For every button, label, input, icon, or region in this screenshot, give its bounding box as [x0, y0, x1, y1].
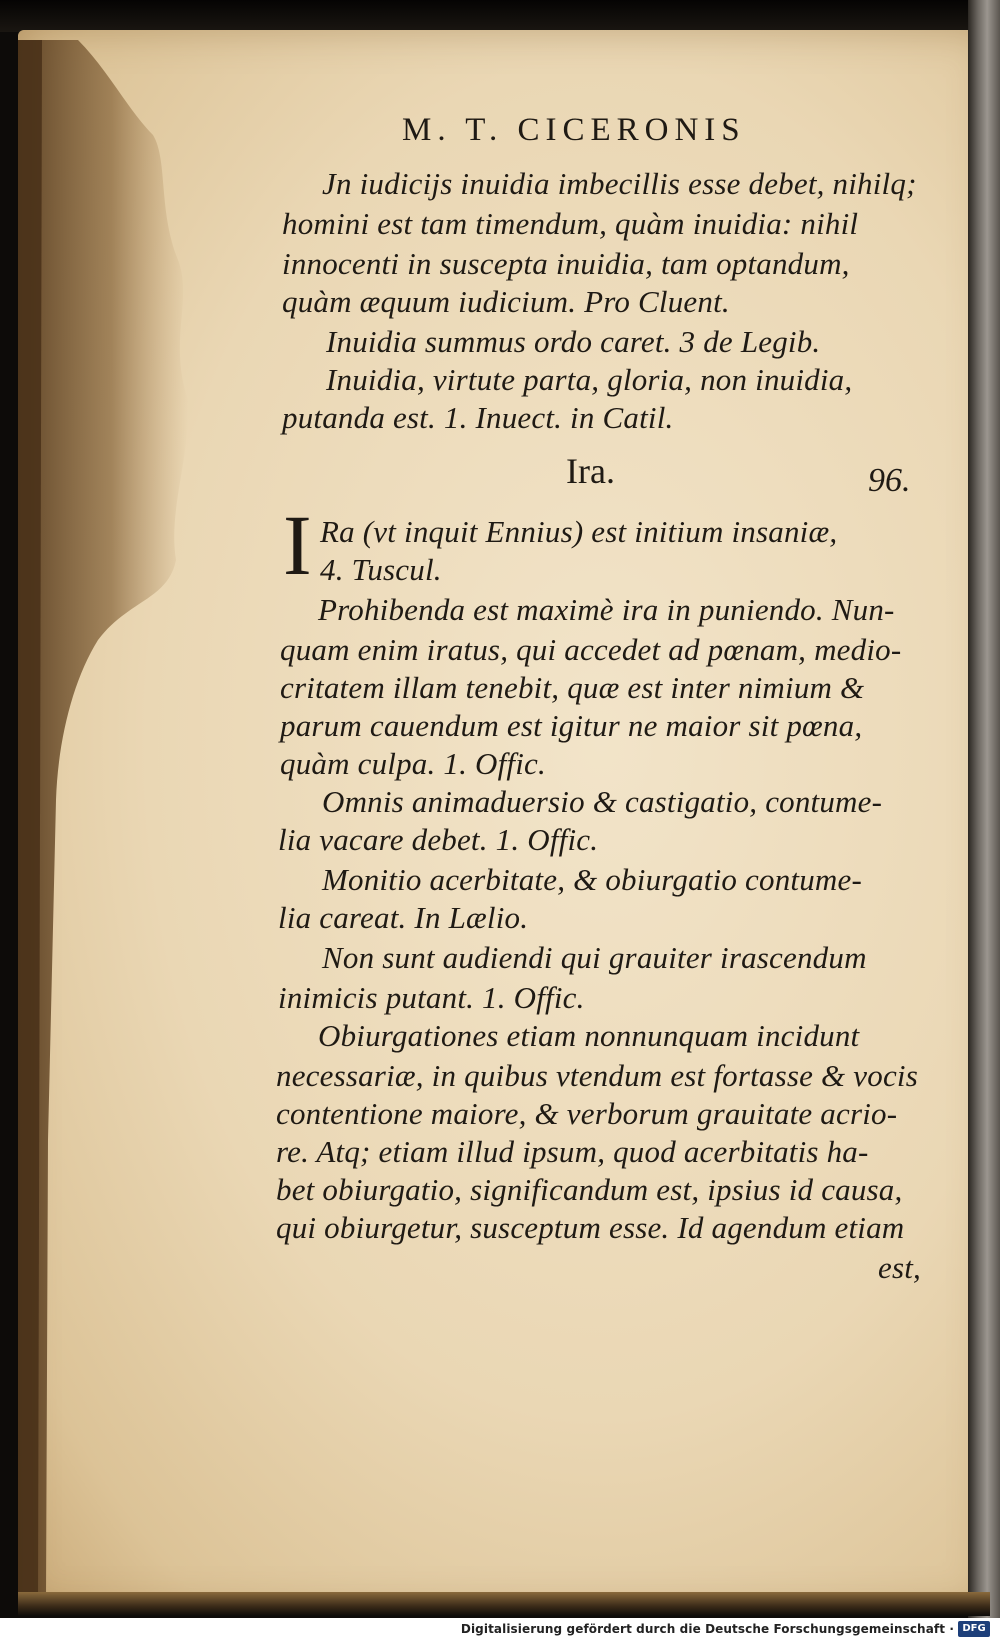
text-line: putanda est. 1. Inuect. in Catil. — [282, 400, 674, 435]
text-line: Inuidia, virtute parta, gloria, non inuidia, — [326, 362, 853, 397]
text-line: innocenti in suscepta inuidia, tam optandum, — [282, 246, 850, 281]
footer-credit: Digitalisierung gefördert durch die Deutsche Forschungsgemeinschaft · — [460, 1622, 954, 1636]
text-line: parum cauendum est igitur ne maior sit pœna, — [280, 708, 863, 743]
text-line: Ra (vt inquit Ennius) est initium insaniæ, — [320, 514, 838, 549]
text-line: Obiurgationes etiam nonnunquam incidunt — [318, 1018, 860, 1053]
dfg-logo: DFG — [958, 1621, 990, 1637]
text-line: 4. Tuscul. — [320, 552, 442, 587]
text-line: necessariæ, in quibus vtendum est fortasse & vocis — [276, 1058, 918, 1093]
text-line: Jn iudicijs inuidia imbecillis esse debet, nihilq; — [322, 166, 917, 201]
text-line: contentione maiore, & verborum grauitate acrio- — [276, 1096, 898, 1131]
text-line: inimicis putant. 1. Offic. — [278, 980, 585, 1015]
text-line: quàm culpa. 1. Offic. — [280, 746, 546, 781]
text-line: lia vacare debet. 1. Offic. — [278, 822, 599, 857]
text-line: quam enim iratus, qui accedet ad pœnam, medio- — [280, 632, 902, 667]
text-line: bet obiurgatio, significandum est, ipsius id causa, — [276, 1172, 903, 1207]
section-number: 96. — [868, 462, 911, 499]
text-line: re. Atq; etiam illud ipsum, quod acerbitatis ha- — [276, 1134, 869, 1169]
section-heading: Ira. — [566, 451, 615, 491]
text-line: Non sunt audiendi qui grauiter irascendum — [322, 940, 867, 975]
text-line: homini est tam timendum, quàm inuidia: nihil — [282, 206, 859, 241]
catchword: est, — [878, 1250, 921, 1285]
page-bottom-edge — [18, 1592, 990, 1616]
drop-cap: I — [283, 497, 312, 593]
text-line: critatem illam tenebit, quæ est inter nimium & — [280, 670, 865, 705]
text-line: Inuidia summus ordo caret. 3 de Legib. — [326, 324, 821, 359]
text-line: quàm æquum iudicium. Pro Cluent. — [282, 284, 730, 319]
digitization-footer — [0, 1618, 1000, 1642]
text-line: Monitio acerbitate, & obiurgatio contume- — [322, 862, 862, 897]
text-line: lia careat. In Lælio. — [278, 900, 529, 935]
text-line: Omnis animaduersio & castigatio, contume- — [322, 784, 883, 819]
running-head: M. T. CICERONIS — [402, 112, 746, 148]
text-line: Prohibenda est maximè ira in puniendo. Nun- — [318, 592, 895, 627]
text-line: qui obiurgetur, susceptum esse. Id agendum etiam — [276, 1210, 905, 1245]
